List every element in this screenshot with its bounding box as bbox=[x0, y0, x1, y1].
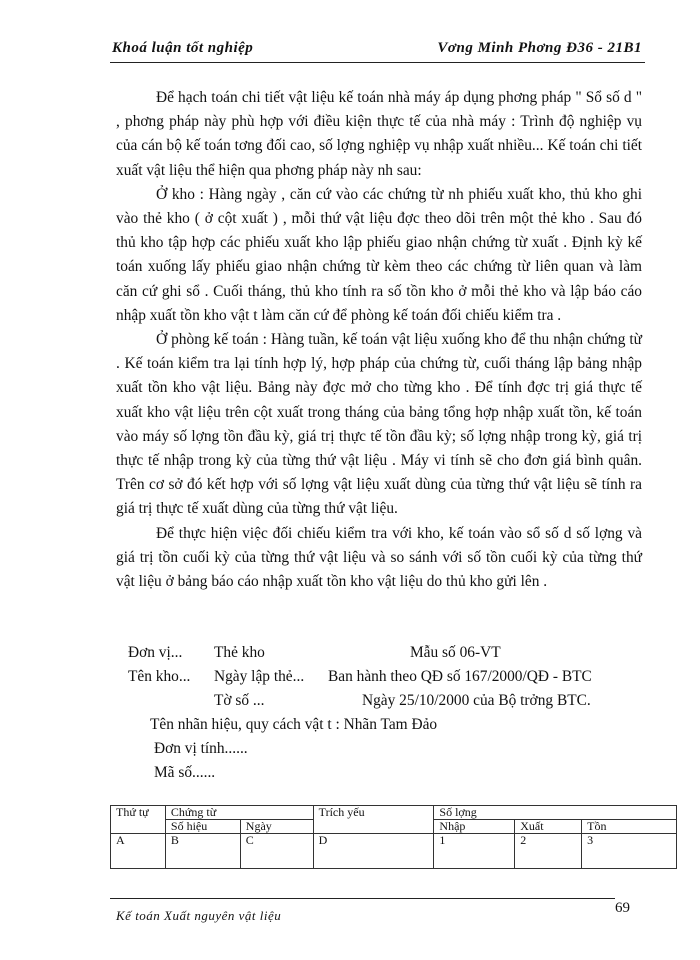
col-so-luong: Số lợng bbox=[434, 806, 677, 820]
card-ten-nhan-hieu: Tên nhãn hiệu, quy cách vật t : Nhãn Tam Đảo bbox=[150, 716, 438, 733]
page-number: 69 bbox=[615, 900, 630, 916]
card-ma-so: Mã số...... bbox=[154, 764, 216, 781]
card-mau-so: Mẫu số 06-VT bbox=[410, 644, 501, 661]
card-to-so: Tờ số ... bbox=[214, 692, 265, 709]
table-cell: D bbox=[313, 834, 434, 869]
header-title: Khoá luận tốt nghiệp bbox=[112, 40, 254, 56]
col-trich-yeu: Trích yếu bbox=[313, 806, 434, 834]
col-nhap: Nhập bbox=[434, 820, 515, 834]
paragraph-4: Để thực hiện việc đối chiếu kiểm tra với kho, kế toán vào sổ số d số lợng và giá trị tồn cuối kỳ của từng thứ vật liệu và so sánh với số tồn cuối kỳ của từng thứ vật liệu ở bảng báo cáo nhập xuất tồn kho vật liệu do thủ kho gửi lên . bbox=[116, 524, 642, 591]
col-chung-tu: Chứng từ bbox=[165, 806, 313, 820]
table-cell: 3 bbox=[582, 834, 677, 869]
col-thu-tu: Thứ tự bbox=[111, 806, 166, 834]
card-ten-kho: Tên kho... bbox=[128, 668, 191, 685]
table-cell: 2 bbox=[515, 834, 582, 869]
footer-rule bbox=[110, 898, 615, 899]
table-cell: 1 bbox=[434, 834, 515, 869]
table-row bbox=[111, 834, 677, 869]
header-author: Vơng Minh Phơng Đ36 - 21B1 bbox=[437, 40, 642, 56]
card-don-vi: Đơn vị... bbox=[128, 644, 183, 661]
table-cell: C bbox=[240, 834, 313, 869]
card-title: Thẻ kho bbox=[214, 644, 265, 661]
paragraph-3: Ở phòng kế toán : Hàng tuần, kế toán vật liệu xuống kho để thu nhận chứng từ . Kế toán kiểm tra lại tính hợp lý, hợp pháp của chứng từ, cuối tháng lập bảng nhập xuất tồn kho vật liệu. Bảng này đợc mở cho từng kho . Để tính đợc trị giá thực tế xuất kho vật liệu trên cột xuất trong tháng của bảng tổng hợp nhập xuất tồn, kế toán vào máy số lợng tồn đầu kỳ, giá trị thực tế tồn đầu kỳ; số lợng nhập trong kỳ, giá trị thực tế nhập trong kỳ của từng thứ vật liệu . Máy vi tính sẽ cho đơn giá bình quân. Trên cơ sở đó kết hợp với số lợng vật liệu xuất dùng của từng thứ vật liệu sẽ tính ra giá trị thực tế xuất dùng của từng thứ vật liệu. bbox=[116, 331, 642, 518]
card-ngay-lap: Ngày lập thẻ... bbox=[214, 668, 305, 685]
paragraph-2: Ở kho : Hàng ngày , căn cứ vào các chứng từ nh phiếu xuất kho, thủ kho ghi vào thẻ kho ( ở cột xuất ) , mỗi thứ vật liệu đợc theo dõi trên một thẻ kho . Sau đó thủ kho tập hợp các phiếu xuất kho lập phiếu giao nhận chứng từ xuất . Định kỳ kế toán xuống lấy phiếu giao nhận chứng từ kèm theo các chứng từ liên quan và làm căn cứ ghi sổ . Cuối tháng, thủ kho tính ra số tồn kho ở mỗi thẻ kho và lập báo cáo nhập xuất tồn kho vật t làm căn cứ để phòng kế toán đối chiếu kiểm tra . bbox=[116, 185, 642, 324]
body-text bbox=[116, 86, 642, 594]
footer-text: Kế toán Xuất nguyên vật liệu bbox=[116, 908, 282, 923]
card-don-vi-tinh: Đơn vị tính...... bbox=[154, 740, 248, 757]
card-ban-hanh: Ban hành theo QĐ số 167/2000/QĐ - BTC bbox=[328, 668, 592, 685]
table-cell: A bbox=[111, 834, 166, 869]
table-cell: B bbox=[165, 834, 240, 869]
col-xuat: Xuất bbox=[515, 820, 582, 834]
paragraph-1: Để hạch toán chi tiết vật liệu kế toán nhà máy áp dụng phơng pháp " Sổ số d " , phơng pháp này phù hợp với điều kiện thực tế của nhà máy : Trình độ nghiệp vụ của cán bộ kế toán tơng đối cao, số lợng nghiệp vụ nhập xuất nhiều... Kế toán chi tiết xuất vật liệu thể hiện qua phơng pháp này nh sau: bbox=[116, 89, 642, 179]
ledger-table bbox=[110, 805, 677, 869]
col-so-hieu: Số hiệu bbox=[165, 820, 240, 834]
header-rule bbox=[110, 62, 645, 63]
card-ngay-qd: Ngày 25/10/2000 của Bộ trởng BTC. bbox=[362, 692, 591, 709]
col-ngay: Ngày bbox=[240, 820, 313, 834]
col-ton: Tồn bbox=[582, 820, 677, 834]
